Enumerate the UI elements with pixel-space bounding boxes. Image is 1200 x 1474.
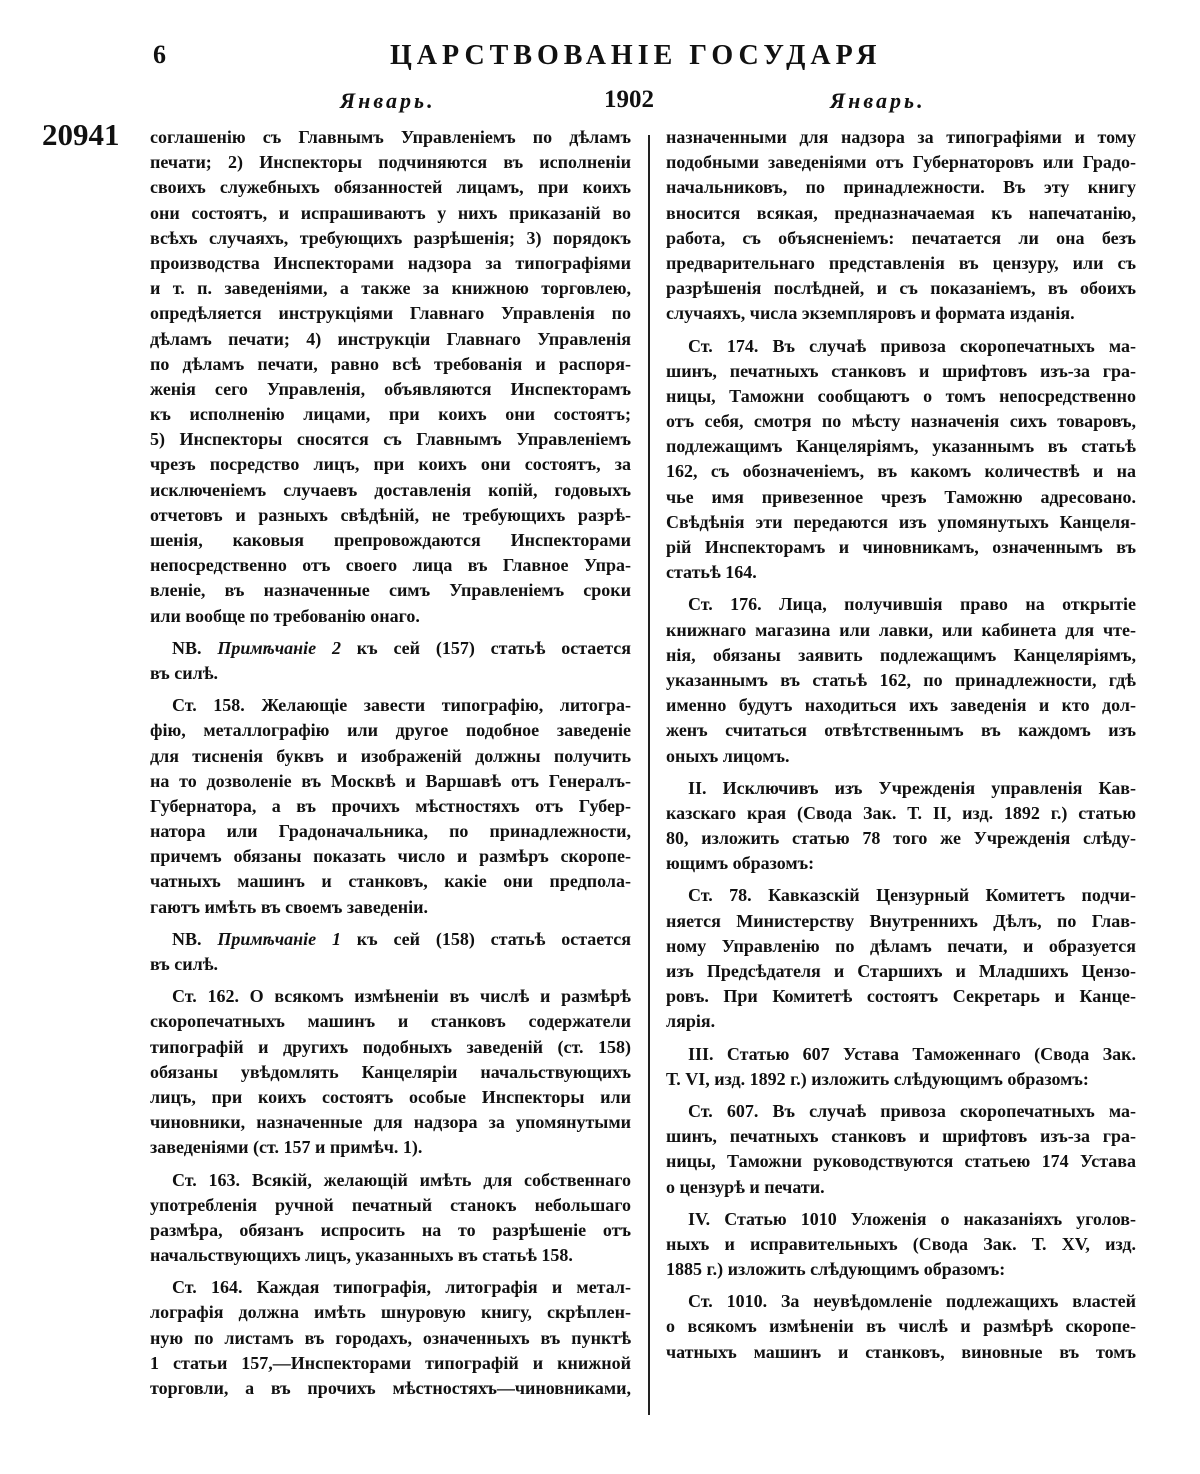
text-line: натора или Градоначальника, по принадлежности, — [150, 821, 631, 842]
text-line: предварительнаго представленія въ цензуру, или съ — [666, 252, 1136, 273]
text-line: чрезъ посредство лицъ, при коихъ они состоятъ, за — [150, 454, 631, 475]
text-line: начальствующихъ лицъ, указанныхъ въ статьѣ 158. — [150, 1245, 573, 1266]
text-line: всѣхъ случаяхъ, требующихъ разрѣшенія; 3) порядокъ — [150, 227, 631, 248]
text-line: своихъ служебныхъ обязанностей лицамъ, при коихъ — [150, 177, 631, 198]
paragraph — [666, 125, 1136, 327]
month-left: Январь. — [340, 88, 436, 113]
text-line: вносится всякая, предназначаемая къ напечатанію, — [666, 202, 1136, 223]
note-line — [150, 927, 631, 952]
text-line: торговли, а въ прочихъ мѣстностяхъ—чиновниками, — [150, 1378, 631, 1398]
text-line: печати; 2) Инспекторы подчиняются въ исполненіи — [150, 152, 631, 173]
paragraph — [666, 334, 1136, 586]
text-line: въ силѣ. — [150, 954, 219, 974]
text-line: размѣра, обязанъ испросить на то разрѣшеніе отъ — [150, 1219, 631, 1240]
text-line: ныхъ и исправительныхъ (Свода Зак. Т. XV, изд. — [666, 1233, 1136, 1254]
text-line: оныхъ лицомъ. — [666, 745, 790, 766]
note-text: къ сей (158) статьѣ остается — [356, 928, 632, 949]
text-line: именно будутъ находиться ихъ заведенія и кто дол- — [666, 695, 1136, 716]
text-line: отъ себя, смотря по мѣсту назначенія сихъ товаровъ, — [666, 411, 1136, 432]
text-line: въ силѣ. — [150, 662, 219, 683]
paragraph — [150, 693, 631, 920]
paragraph — [150, 1275, 631, 1401]
text-line: изъ Предсѣдателя и Старшихъ и Младшихъ Цензо- — [666, 961, 1136, 981]
text-line: Ст. 176. Лица, получившія право на открытіе — [688, 594, 1136, 615]
text-line: ную по листамъ въ городахъ, означенныхъ въ пунктѣ — [150, 1327, 631, 1348]
text-line: 80, изложить статью 78 того же Учрежденія слѣду- — [666, 828, 1136, 849]
text-line: и т. п. заведеніями, а также за книжною торговлею, — [150, 278, 631, 299]
text-line: ницы, Таможни руководствуются статьею 174 Устава — [666, 1151, 1136, 1172]
note-title: Примѣчаніе 2 — [217, 637, 341, 658]
note-text: къ сей (157) статьѣ остается — [356, 637, 632, 658]
text-line: чатныхъ машинъ и станковъ, виновные въ томъ — [666, 1341, 1136, 1362]
text-line: отчетовъ и разныхъ свѣдѣній, не требующихъ разрѣ- — [150, 504, 631, 525]
text-line: о цензурѣ и печати. — [666, 1176, 825, 1197]
text-line: Свѣдѣнія эти передаются изъ упомянутыхъ Канцеля- — [666, 511, 1136, 532]
text-line: Ст. 607. Въ случаѣ привоза скоропечатныхъ ма- — [688, 1100, 1136, 1121]
text-line: Ст. 164. Каждая типографія, литографія и метал- — [172, 1277, 631, 1298]
text-line: начальниковъ, по принадлежности. Въ эту книгу — [666, 177, 1136, 198]
text-line: фію, металлографію или другое подобное заведеніе — [150, 720, 631, 741]
text-line: употребленія ручной печатный станокъ небольшаго — [150, 1194, 631, 1215]
text-line: 162, съ обозначеніемъ, въ какомъ количествѣ и на — [666, 461, 1136, 482]
paragraph — [666, 1289, 1136, 1365]
text-line: ровъ. При Комитетѣ состоятъ Секретарь и Канце- — [666, 986, 1136, 1007]
text-line: къ исполненію лицами, при коихъ они состоятъ; — [150, 404, 631, 425]
text-line: чье имя привезенное чрезъ Таможню адресовано. — [666, 486, 1136, 507]
text-line: скоропечатныхъ машинъ и станковъ содержатели — [150, 1011, 631, 1032]
text-line: нія, обязаны заявить подлежащимъ Канцеляріямъ, — [666, 644, 1136, 665]
paragraph — [666, 592, 1136, 768]
text-line: ницы, Таможни сообщаютъ о томъ непосредственно — [666, 385, 1136, 406]
text-line: вленіе, въ назначенные симъ Управленіемъ сроки — [150, 580, 631, 601]
text-line: Ст. 163. Всякій, желающій имѣть для собственнаго — [172, 1169, 631, 1190]
text-line: 5) Инспекторы сносятся съ Главнымъ Управленіемъ — [150, 429, 631, 450]
text-line: Т. VI, изд. 1892 г.) изложить слѣдующимъ образомъ: — [666, 1068, 1089, 1089]
text-line: лярія. — [666, 1011, 716, 1032]
text-line: для тисненія буквъ и изображеній должны получить — [150, 745, 631, 766]
text-line: Ст. 162. О всякомъ измѣненіи въ числѣ и размѣрѣ — [172, 986, 631, 1007]
year: 1902 — [604, 86, 654, 113]
text-line: непосредственно отъ своего лица въ Главное Упра- — [150, 555, 631, 576]
text-line: чатныхъ машинъ и станковъ, какіе они предпола- — [150, 871, 631, 892]
text-line: о всякомъ измѣненіи въ числѣ и размѣрѣ скоропе- — [666, 1316, 1136, 1337]
text-line: они состоятъ, и испрашиваютъ у нихъ приказаній во — [150, 202, 631, 223]
text-line: шенія, каковыя препровождаются Инспекторами — [150, 530, 631, 550]
text-line: IV. Статью 1010 Уложенія о наказаніяхъ уголов- — [688, 1208, 1136, 1229]
paragraph — [150, 984, 631, 1160]
note-marker: NB. — [172, 928, 202, 949]
text-line: шинъ, печатныхъ станковъ и шрифтовъ изъ-за гра- — [666, 360, 1136, 381]
paragraph — [666, 883, 1136, 1034]
note-marker: NB. — [172, 637, 202, 658]
text-line: женъ считаться отвѣтственнымъ въ каждомъ изъ — [666, 720, 1136, 741]
text-line: Ст. 174. Въ случаѣ привоза скоропечатныхъ ма- — [688, 335, 1136, 356]
text-line: Губернатора, а въ прочихъ мѣстностяхъ отъ Губер- — [150, 795, 631, 816]
paragraph — [666, 1042, 1136, 1092]
text-line: соглашенію съ Главнымъ Управленіемъ по дѣламъ — [150, 127, 631, 147]
text-line: опредѣляется инструкціями Главнаго Управленія по — [150, 303, 631, 324]
text-line: няется Министерству Внутреннихъ Дѣлъ, по Глав- — [666, 910, 1136, 931]
text-line: работа, съ объясненіемъ: печатается ли она безъ — [666, 227, 1136, 248]
paragraph — [150, 1168, 631, 1269]
note-title: Примѣчаніе 1 — [217, 928, 341, 949]
text-line: рій Инспекторамъ и чиновникамъ, означеннымъ въ — [666, 537, 1136, 557]
text-line: чиновники, назначенные для надзора за упомянутыми — [150, 1112, 631, 1133]
text-line: производства Инспекторами надзора за типографіями — [150, 252, 631, 273]
text-line: или вообще по требованію онаго. — [150, 605, 420, 626]
text-line: статьѣ 164. — [666, 562, 757, 583]
text-line: Ст. 1010. За неувѣдомленіе подлежащихъ властей — [688, 1291, 1136, 1312]
text-line: назначенными для надзора за типографіями и тому — [666, 127, 1136, 147]
text-line: ному Управленію по дѣламъ печати, и образуется — [666, 935, 1136, 956]
text-line: 1 статьи 157,—Инспекторами типографій и книжной — [150, 1352, 631, 1373]
text-line: Ст. 158. Желающіе завести типографію, литогра- — [172, 695, 631, 716]
text-line: Ст. 78. Кавказскій Цензурный Комитетъ подчи- — [688, 885, 1136, 906]
text-line: исключеніемъ случаевъ доставленія копій, годовыхъ — [150, 479, 631, 500]
text-line: ющимъ образомъ: — [666, 853, 815, 874]
text-line: III. Статью 607 Устава Таможеннаго (Свода Зак. — [688, 1043, 1136, 1064]
text-line: обязаны увѣдомлять Канцеляріи начальствующихъ — [150, 1061, 631, 1082]
text-line: книжнаго магазина или лавки, или кабинета для чте- — [666, 619, 1136, 640]
left-column — [150, 125, 631, 1408]
text-line: на то дозволеніе въ Москвѣ и Варшавѣ отъ Генералъ- — [150, 770, 631, 791]
right-column — [666, 125, 1136, 1372]
page-number: 6 — [153, 40, 166, 69]
text-line: указаннымъ въ статьѣ 162, по принадлежности, гдѣ — [666, 669, 1136, 690]
act-number: 20941 — [42, 117, 120, 152]
text-line: 1885 г.) изложить слѣдующимъ образомъ: — [666, 1259, 1006, 1280]
paragraph — [150, 636, 631, 686]
month-right: Январь. — [830, 88, 926, 113]
text-line: типографій и другихъ подобныхъ заведеній (ст. 158) — [150, 1036, 631, 1057]
text-line: гаютъ имѣть въ своемъ заведеніи. — [150, 896, 428, 917]
text-line: по дѣламъ печати, равно всѣ требованія и распоря- — [150, 353, 631, 374]
text-line: случаяхъ, числа экземпляровъ и формата изданія. — [666, 303, 1075, 324]
text-line: лографія должна имѣть шнуровую книгу, скрѣплен- — [150, 1302, 631, 1323]
note-line — [150, 636, 631, 661]
text-line: дѣламъ печати; 4) инструкціи Главнаго Управленія — [150, 328, 631, 349]
text-line: шинъ, печатныхъ станковъ и шрифтовъ изъ-за гра- — [666, 1126, 1136, 1147]
running-title: ЦАРСТВОВАНІЕ ГОСУДАРЯ — [390, 40, 882, 71]
text-line: женія сего Управленія, объявляются Инспекторамъ — [150, 378, 631, 399]
text-line: казскаго края (Свода Зак. Т. II, изд. 1892 г.) статью — [666, 802, 1136, 823]
column-divider — [648, 135, 650, 1415]
text-line: причемъ обязаны показать число и размѣръ скоропе- — [150, 846, 631, 867]
text-line: заведеніями (ст. 157 и примѣч. 1). — [150, 1137, 423, 1158]
text-line: подлежащимъ Канцеляріямъ, указаннымъ въ статьѣ — [666, 436, 1136, 457]
paragraph — [666, 1099, 1136, 1200]
text-line: разрѣшенія послѣдней, и съ показаніемъ, въ обоихъ — [666, 278, 1136, 299]
text-line: подобными заведеніями отъ Губернаторовъ или Градо- — [666, 152, 1136, 173]
paragraph — [150, 125, 631, 629]
text-line: II. Исключивъ изъ Учрежденія управленія Кав- — [688, 777, 1136, 798]
paragraph — [666, 1207, 1136, 1283]
text-line: лицъ, при коихъ состоятъ особые Инспекторы или — [150, 1086, 631, 1107]
paragraph — [666, 776, 1136, 877]
paragraph — [150, 927, 631, 977]
